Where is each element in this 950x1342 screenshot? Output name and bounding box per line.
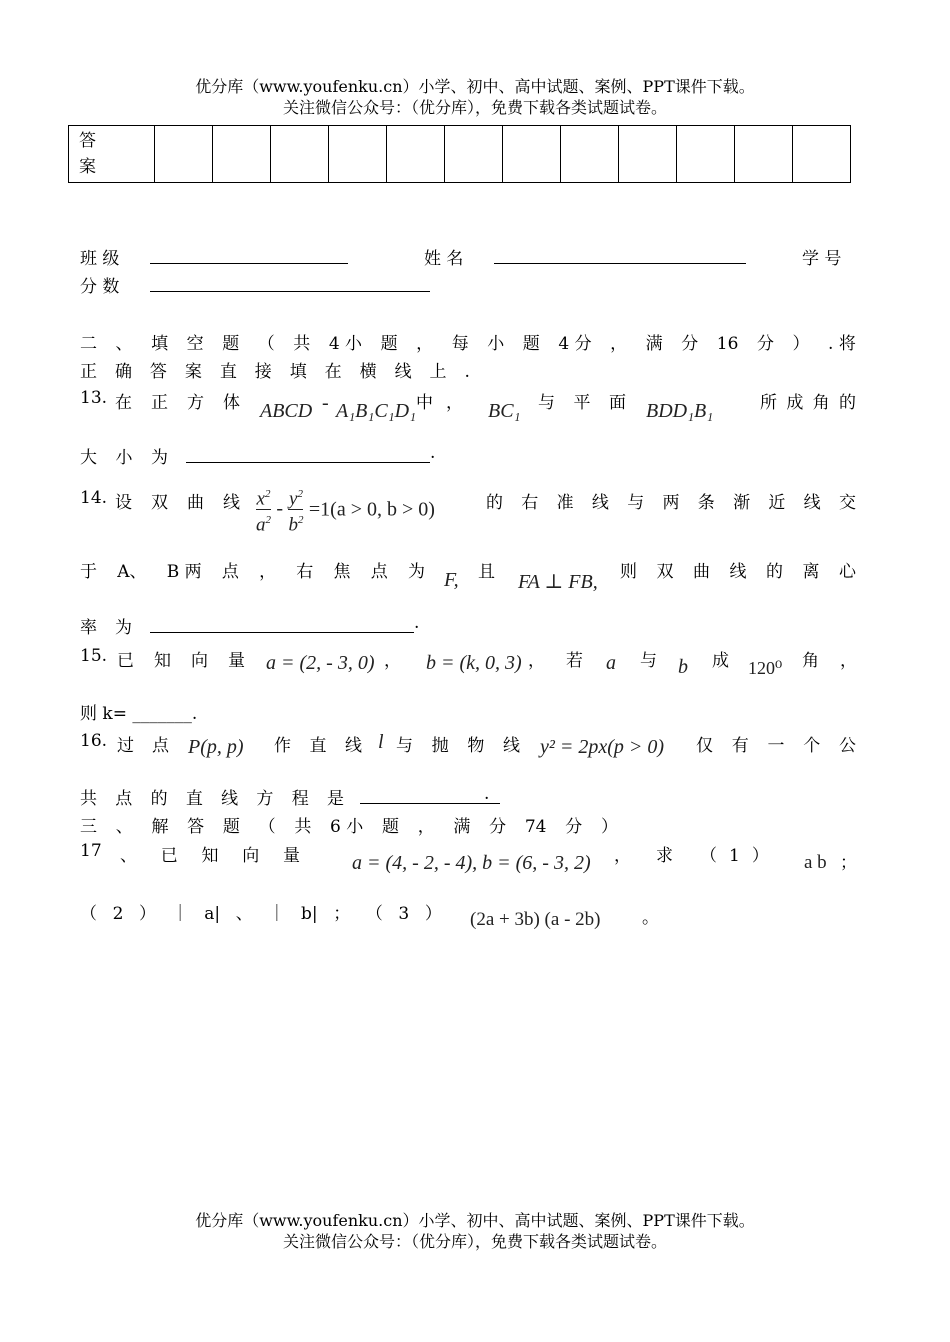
q17-char: ； xyxy=(333,904,351,924)
q14-perp: FA ⊥ FB, xyxy=(518,571,598,593)
q17-char: ｜ xyxy=(268,904,286,924)
q13-char: 体 xyxy=(223,393,240,413)
q17-comma: ， xyxy=(614,846,631,866)
q14-qie: 且 xyxy=(478,562,495,582)
answer-cell[interactable] xyxy=(387,126,445,183)
q17-char: ） xyxy=(424,904,442,924)
section2-line2 xyxy=(80,357,470,382)
q14-char: 曲 xyxy=(693,562,710,582)
q16-char: 点 xyxy=(152,736,169,756)
q14-end: . xyxy=(414,613,420,633)
q13-end: . xyxy=(430,443,436,463)
s2-char: ， xyxy=(416,334,434,354)
q15-char: 向 xyxy=(191,651,208,671)
s2-char: 、 xyxy=(115,334,133,354)
q14-char: 于 xyxy=(80,562,97,582)
header-line-2: 关注微信公众号：（优分库），免费下载各类试题试卷。 xyxy=(282,98,667,117)
q14-char: 线 xyxy=(729,562,747,582)
q16-answer-blank[interactable] xyxy=(360,802,500,804)
q13-with-plane xyxy=(538,388,626,413)
q15-a: a xyxy=(606,652,616,674)
q14-char: 右 xyxy=(296,562,314,582)
q17-number: 17 xyxy=(80,841,102,861)
q14-char: 率 xyxy=(80,618,97,638)
s3-char: ） xyxy=(600,817,618,837)
q13-number: 13. xyxy=(80,388,108,408)
name-blank[interactable] xyxy=(494,262,746,264)
q13-answer-blank[interactable] xyxy=(186,461,430,463)
q14-char: 为 xyxy=(407,562,425,582)
q14-words xyxy=(115,488,240,513)
s3-char: 三 xyxy=(80,817,97,837)
q13-solid: ABCD xyxy=(260,400,313,422)
answer-label-bottom: 案 xyxy=(79,157,96,177)
s2-char: 正 xyxy=(80,362,97,382)
answer-cell[interactable] xyxy=(677,126,735,183)
q14-char: 双 xyxy=(151,493,168,513)
answer-cell[interactable] xyxy=(503,126,561,183)
q14-line2a xyxy=(80,557,425,582)
q16-char: 物 xyxy=(467,736,485,756)
q15-vec-a: a = (2, - 3, 0) xyxy=(266,652,375,674)
q17-semi: ； xyxy=(840,853,857,873)
q17-char: （ xyxy=(80,904,97,924)
q14-char: 离 xyxy=(802,562,820,582)
q14-char: 右 xyxy=(521,493,539,513)
q13-zhong: 中 xyxy=(416,393,433,413)
q13-edge: BC₁ xyxy=(488,400,521,422)
s2-char: 每 xyxy=(451,334,469,354)
answer-cell[interactable] xyxy=(155,126,213,183)
q15-char: 知 xyxy=(154,651,171,671)
q16-line2 xyxy=(80,784,344,809)
q16-char: 直 xyxy=(185,789,203,809)
q15-b: b xyxy=(678,656,688,678)
s3-char: （ xyxy=(258,817,276,837)
s3-char: 答 xyxy=(187,817,205,837)
q14-eq-tail: =1(a > 0, b > 0) xyxy=(308,498,435,521)
q14-char: 近 xyxy=(768,493,786,513)
s2-char: 在 xyxy=(324,362,342,382)
q14-frac-y: $\frac{y^2}{b^2}$ xyxy=(288,488,304,536)
q14-number: 14. xyxy=(80,488,108,508)
answer-cell[interactable] xyxy=(619,126,677,183)
q14-focus: F, xyxy=(444,569,459,591)
q14-char: 线 xyxy=(803,493,821,513)
s2-char: 答 xyxy=(149,362,167,382)
answer-cell[interactable] xyxy=(735,126,793,183)
class-blank[interactable] xyxy=(150,262,348,264)
q14-char: 条 xyxy=(697,493,715,513)
q16-end: . xyxy=(484,784,490,804)
q17-ab: a b xyxy=(804,852,827,873)
q15-char: 已 xyxy=(117,651,134,671)
q16-char: 程 xyxy=(291,789,309,809)
footer-line-2: 关注微信公众号：（优分库），免费下载各类试题试卷。 xyxy=(282,1232,667,1251)
s2-char: 接 xyxy=(254,362,272,382)
s2-char: 16 xyxy=(716,334,739,354)
s2-char: 4 小 xyxy=(328,334,363,354)
q17-char: 2 xyxy=(112,904,124,924)
q17-char: b| xyxy=(300,904,318,924)
s2-char: 题 xyxy=(222,334,240,354)
q17-char: ） xyxy=(139,904,157,924)
s3-char: 满 xyxy=(453,817,471,837)
s2-char: . 将 xyxy=(828,334,856,354)
answer-cell[interactable] xyxy=(561,126,619,183)
s2-char: 题 xyxy=(522,334,540,354)
q16-char: 有 xyxy=(731,736,749,756)
score-label: 分 数 xyxy=(80,277,120,297)
q16-words xyxy=(117,731,169,756)
q15-comma1: ， xyxy=(384,651,401,671)
q14-char: 点 xyxy=(221,562,239,582)
q14-equation: $\frac{x^2}{a^2}$ - $\frac{y^2}{b^2}$ =1(a > 0, b > 0) xyxy=(256,484,435,536)
s3-char: 74 xyxy=(524,817,547,837)
q15-yu: 与 xyxy=(640,651,657,671)
q14-after xyxy=(486,488,856,513)
s3-char: 题 xyxy=(222,817,240,837)
q17-char: 3 xyxy=(398,904,410,924)
q13-char: 的 xyxy=(838,393,856,413)
q16-char: 抛 xyxy=(431,736,449,756)
section2-line1 xyxy=(80,329,856,354)
q13-angle-words xyxy=(760,388,856,413)
q14-char: 渐 xyxy=(733,493,751,513)
q15-cheng: 成 xyxy=(712,651,729,671)
q17-words xyxy=(120,841,300,866)
q15-angle: 120⁰ xyxy=(748,658,783,678)
q14-char: 点 xyxy=(370,562,388,582)
q13-char: 面 xyxy=(609,393,626,413)
q17-part1: （1） xyxy=(700,846,781,866)
q16-char: 点 xyxy=(115,789,133,809)
s2-char: ， xyxy=(610,334,628,354)
q13-char: 成 xyxy=(786,393,804,413)
s2-char: 4 分 xyxy=(558,334,592,354)
q13-char: 为 xyxy=(151,448,168,468)
q13-char: 平 xyxy=(573,393,591,413)
q17-char: 知 xyxy=(201,846,219,866)
s2-char: 上 xyxy=(429,362,447,382)
s3-char: 题 xyxy=(381,817,399,837)
q13-char: 方 xyxy=(187,393,204,413)
q13-line2 xyxy=(80,443,168,468)
q15-vec-b: b = (k, 0, 3) xyxy=(426,652,522,674)
answer-cell[interactable] xyxy=(329,126,387,183)
q16-words2 xyxy=(274,731,362,756)
score-blank[interactable] xyxy=(150,290,430,292)
q14-char: 为 xyxy=(115,618,132,638)
s3-char: 共 xyxy=(294,817,312,837)
q16-char: 公 xyxy=(839,736,856,756)
s2-char: 案 xyxy=(184,362,202,382)
q15-jiao: 角 xyxy=(802,651,819,671)
q14-char: 设 xyxy=(115,493,132,513)
q14-char: 的 xyxy=(486,493,503,513)
answer-cell[interactable] xyxy=(445,126,503,183)
class-label: 班 级 xyxy=(80,249,120,269)
s2-char: 填 xyxy=(289,362,307,382)
q14-char: 交 xyxy=(838,493,856,513)
q16-l: l xyxy=(378,731,384,753)
answer-label-top: 答 xyxy=(79,131,96,151)
q14-line3 xyxy=(80,613,132,638)
s2-char: 共 xyxy=(293,334,311,354)
q14-answer-blank[interactable] xyxy=(150,631,414,633)
q14-char: 曲 xyxy=(187,493,204,513)
q17-line2 xyxy=(80,899,442,924)
q16-char: 直 xyxy=(309,736,327,756)
header-line-1: 优分库（www.youfenku.cn）小学、初中、高中试题、案例、PPT课件下载。 xyxy=(195,77,755,96)
s2-char: 直 xyxy=(219,362,237,382)
s2-char: 题 xyxy=(380,334,398,354)
s2-char: 分 xyxy=(681,334,699,354)
s2-char: 填 xyxy=(151,334,169,354)
s2-char: 二 xyxy=(80,334,97,354)
q14-char: 两 xyxy=(662,493,680,513)
s3-char: 分 xyxy=(565,817,583,837)
q13-char: 角 xyxy=(812,393,830,413)
q15-comma2: ， xyxy=(528,651,545,671)
q14-char: 双 xyxy=(656,562,674,582)
q14-frac-x: $\frac{x^2}{a^2}$ xyxy=(256,488,271,536)
q16-char: 方 xyxy=(256,789,274,809)
q17-char: 、 xyxy=(120,846,137,866)
answer-cell[interactable] xyxy=(271,126,329,183)
q16-char: 一 xyxy=(767,736,785,756)
q14-char: 的 xyxy=(766,562,783,582)
q16-words4 xyxy=(696,731,856,756)
s2-char: 线 xyxy=(394,362,412,382)
id-label: 学 号 xyxy=(802,249,842,269)
q13-dash: - xyxy=(322,392,329,414)
q16-char: 与 xyxy=(396,736,413,756)
q15-char: 量 xyxy=(228,651,245,671)
q17-char: 已 xyxy=(160,846,178,866)
q17-char: 量 xyxy=(283,846,300,866)
q14-char: 则 xyxy=(620,562,637,582)
q17-char: （ xyxy=(365,904,383,924)
q14-line2b xyxy=(620,557,856,582)
q17-char: 向 xyxy=(242,846,260,866)
q13-char: 与 xyxy=(538,393,555,413)
q13-words xyxy=(115,388,240,413)
q13-plane: BDD₁B₁ xyxy=(646,400,714,422)
q14-char: 线 xyxy=(223,493,240,513)
s2-char: 空 xyxy=(186,334,204,354)
q17-qiu: 求 xyxy=(656,846,673,866)
s2-char: ） xyxy=(792,334,810,354)
q16-char: 过 xyxy=(117,736,134,756)
q17-vectors: a = (4, - 2, - 4), b = (6, - 3, 2) xyxy=(352,852,591,874)
q15-words xyxy=(117,646,245,671)
s2-char: 满 xyxy=(645,334,663,354)
q16-char: 的 xyxy=(150,789,168,809)
q13-char: 正 xyxy=(151,393,168,413)
s3-char: 解 xyxy=(151,817,169,837)
answer-cell[interactable] xyxy=(213,126,271,183)
q13-char: 所 xyxy=(760,393,777,413)
answer-cell[interactable] xyxy=(793,126,851,183)
q15-line2: 则 k= _______. xyxy=(80,704,198,724)
footer-line-1: 优分库（www.youfenku.cn）小学、初中、高中试题、案例、PPT课件下载。 xyxy=(195,1211,755,1230)
s3-char: ， xyxy=(417,817,435,837)
q17-end: 。 xyxy=(642,908,659,928)
q16-words3 xyxy=(396,731,520,756)
q17-char: ｜ xyxy=(171,904,189,924)
s2-char: 横 xyxy=(359,362,377,382)
s3-char: 6 小 xyxy=(330,817,364,837)
q16-parabola: y² = 2px(p > 0) xyxy=(540,736,665,758)
q16-char: 作 xyxy=(274,736,291,756)
s2-char: 确 xyxy=(114,362,132,382)
q15-comma3: ， xyxy=(840,651,857,671)
s3-char: 、 xyxy=(115,817,133,837)
q13-char: 大 xyxy=(80,448,97,468)
q16-char: 仅 xyxy=(696,736,713,756)
answer-table xyxy=(68,125,851,183)
q14-char: 准 xyxy=(556,493,574,513)
q16-char: 线 xyxy=(502,736,520,756)
q13-char: 小 xyxy=(115,448,133,468)
q15-ruo: 若 xyxy=(566,651,583,671)
section3-line xyxy=(80,812,618,837)
q14-char: 与 xyxy=(627,493,645,513)
s2-char: 分 xyxy=(756,334,774,354)
q16-number: 16. xyxy=(80,731,108,751)
q16-char: 是 xyxy=(326,789,344,809)
q13-char: 在 xyxy=(115,393,132,413)
q16-char: 线 xyxy=(221,789,239,809)
name-label: 姓 名 xyxy=(424,249,464,269)
q14-char: A、 xyxy=(117,562,147,582)
q16-point: P(p, p) xyxy=(188,736,244,758)
answer-label xyxy=(69,126,155,183)
q17-expression: (2a + 3b) (a - 2b) xyxy=(470,909,601,930)
s3-char: 分 xyxy=(489,817,507,837)
q16-char: 线 xyxy=(345,736,362,756)
q13-solid2: A₁B₁C₁D₁ xyxy=(336,400,417,422)
s2-char: 小 xyxy=(487,334,505,354)
q13-comma: ， xyxy=(446,393,463,413)
q14-char: 心 xyxy=(839,562,856,582)
q15-number: 15. xyxy=(80,646,108,666)
q17-char: a| xyxy=(204,904,221,924)
q14-char: B 两 xyxy=(166,562,202,582)
s2-char: . xyxy=(464,362,470,382)
q16-char: 共 xyxy=(80,789,97,809)
q17-char: 、 xyxy=(235,904,253,924)
q14-char: ， xyxy=(259,562,277,582)
q14-char: 线 xyxy=(591,493,609,513)
q16-char: 个 xyxy=(803,736,821,756)
s2-char: （ xyxy=(257,334,275,354)
q14-char: 焦 xyxy=(333,562,351,582)
